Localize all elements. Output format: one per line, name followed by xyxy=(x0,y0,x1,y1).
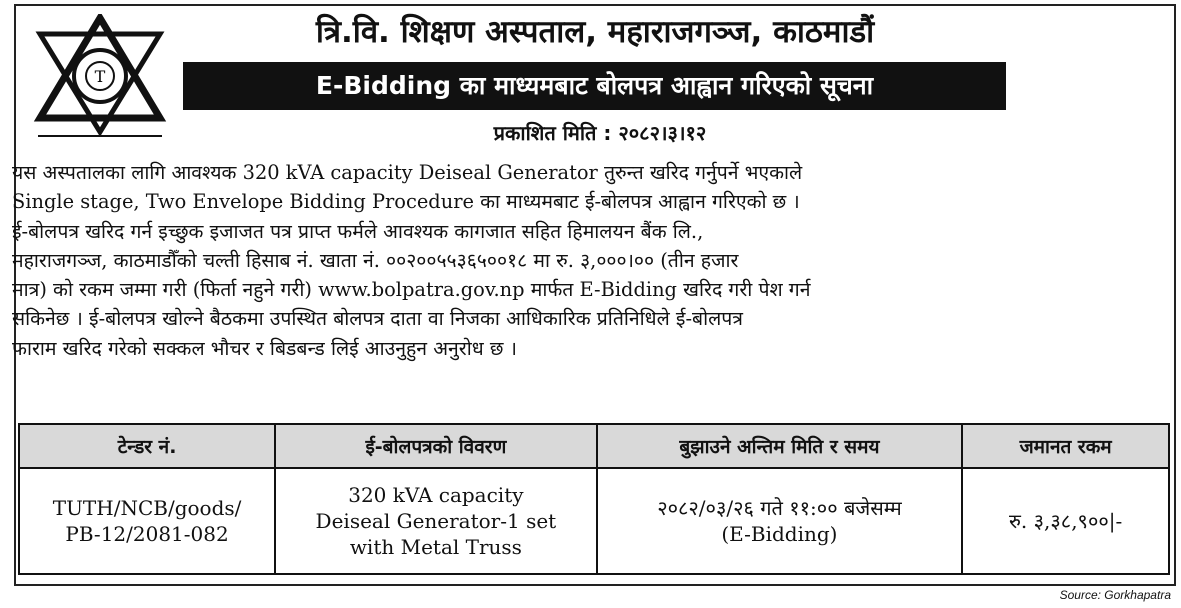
header-deadline: बुझाउने अन्तिम मिति र समय xyxy=(597,424,963,468)
deadline-line: २०८२/०३/२६ गते ११:०० बजेसम्म xyxy=(657,496,902,520)
body-line: महाराजगञ्ज, काठमाडौँको चल्ती हिसाब नं. खाता नं. ००२००५५३६५००१८ मा रु. ३,०००।०० (तीन हजार xyxy=(12,248,739,272)
table-header-row xyxy=(19,424,1169,468)
table-row xyxy=(19,468,1169,574)
body-line: फाराम खरिद गरेको सक्कल भौचर र बिडबन्ड लिई आउनुहुन अनुरोध छ । xyxy=(12,336,517,360)
deadline-line: (E-Bidding) xyxy=(721,522,838,546)
tender-no-line: PB-12/2081-082 xyxy=(65,522,229,546)
body-line: Single stage, Two Envelope Bidding Procedure का माध्यमबाट ई-बोलपत्र आह्वान गरिएको छ । xyxy=(12,190,800,214)
cell-tender-no xyxy=(19,468,275,574)
body-line: सकिनेछ । ई-बोलपत्र खोल्ने बैठकमा उपस्थित बोलपत्र दाता वा निजका आधिकारिक प्रतिनिधिले ई-बोलपत्र xyxy=(12,307,743,331)
body-line: मात्र) को रकम जम्मा गरी (फिर्ता नहुने गरी) www.bolpatra.gov.np मार्फत E-Bidding खरिद गरी पेश गर्न xyxy=(12,278,811,302)
hospital-logo xyxy=(30,14,170,144)
header-description: ई-बोलपत्रको विवरण xyxy=(275,424,597,468)
tender-no-line: TUTH/NCB/goods/ xyxy=(52,496,242,520)
tender-table xyxy=(18,423,1170,575)
body-line: यस अस्पतालका लागि आवश्यक 320 kVA capacity Deiseal Generator तुरुन्त खरिद गर्नुपर्ने भएकाले xyxy=(12,161,803,184)
published-date: प्रकाशित मिति : २०८२।३।१२ xyxy=(493,121,707,145)
header-tender-no: टेन्डर नं. xyxy=(19,424,275,468)
description-line: with Metal Truss xyxy=(349,535,522,559)
header-amount: जमानत रकम xyxy=(962,424,1169,468)
notice-banner: E-Bidding का माध्यमबाट बोलपत्र आह्वान गरिएको सूचना xyxy=(183,62,1006,110)
description-line: Deiseal Generator-1 set xyxy=(315,509,557,533)
cell-deadline xyxy=(597,468,963,574)
svg-text:T: T xyxy=(94,67,106,86)
hospital-title: त्रि.वि. शिक्षण अस्पताल, महाराजगञ्ज, काठमाडौं xyxy=(315,14,875,50)
source-credit: Source: Gorkhapatra xyxy=(1059,588,1171,602)
body-line: ई-बोलपत्र खरिद गर्न इच्छुक इजाजत पत्र प्राप्त फर्मले आवश्यक कागजात सहित हिमालयन बैंक लि., xyxy=(12,219,704,243)
cell-description xyxy=(275,468,597,574)
description-line: 320 kVA capacity xyxy=(348,483,524,507)
cell-amount: रु. ३,३८,९००|- xyxy=(962,468,1169,574)
notice-body xyxy=(12,158,1168,363)
